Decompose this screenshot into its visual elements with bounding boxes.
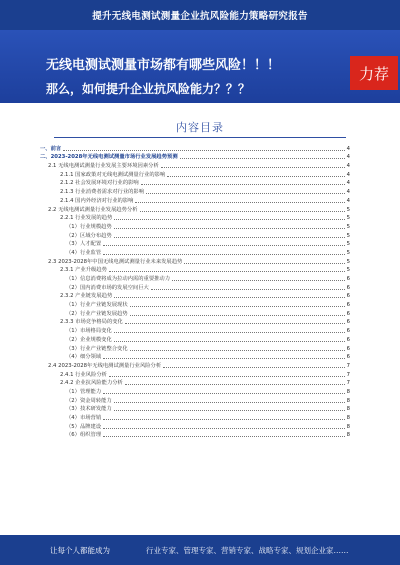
toc-leader-dots [130, 303, 345, 307]
toc-entry[interactable] [40, 274, 350, 283]
toc-entry-label: （1）管理能力 [66, 388, 102, 395]
toc-entry-label: 2.4.2 企业抗风险能力分析 [60, 380, 123, 387]
toc-entry-label: （2）国内消费市场的发展空间巨大 [66, 284, 149, 291]
toc-entry-label: （6）组织管理 [66, 432, 102, 439]
toc-entry-label: 2.1 无线电测试测量行业发展主要环境因素分析 [48, 163, 159, 170]
toc-entry-label: （2）资金周转能力 [66, 397, 112, 404]
toc-entry-label: 2.2.1 行业发展的趋势 [60, 215, 113, 222]
toc-leader-dots [167, 173, 344, 177]
banner-subheadline: 那么，如何提升企业抗风险能力？？？ [46, 82, 251, 96]
toc-entry[interactable] [40, 196, 350, 205]
toc-entry-page: 4 [346, 163, 350, 170]
toc-leader-dots [172, 277, 345, 281]
toc-leader-dots [103, 390, 344, 394]
toc-entry-label: 2.4 2023-2028年无线电测试测量行业风险分析 [48, 362, 162, 369]
toc-entry-page: 5 [346, 223, 350, 230]
toc-entry-page: 4 [346, 189, 350, 196]
headline-banner [0, 30, 400, 103]
table-of-contents [40, 144, 350, 526]
toc-entry[interactable] [40, 318, 350, 327]
toc-entry[interactable] [40, 413, 350, 422]
toc-entry-label: （1）行业产业链发展现状 [66, 302, 128, 309]
toc-entry-page: 6 [346, 328, 350, 335]
toc-leader-dots [114, 329, 345, 333]
footer-roles: 行业专家、管理专家、营销专家、战略专家、规划企业家…… [146, 546, 349, 555]
toc-leader-dots [141, 181, 345, 185]
toc-entry[interactable] [40, 361, 350, 370]
toc-entry-page: 8 [346, 406, 350, 413]
toc-entry[interactable] [40, 396, 350, 405]
toc-entry-page: 6 [346, 336, 350, 343]
toc-divider [54, 137, 346, 138]
report-title: 提升无线电测试测量企业抗风险能力策略研究报告 [92, 11, 308, 22]
toc-entry-label: 2.2 无线电测试测量行业发展趋势分析 [48, 206, 138, 213]
toc-leader-dots [114, 338, 345, 342]
toc-entry-page: 7 [346, 380, 350, 387]
toc-leader-dots [125, 320, 345, 324]
toc-entry[interactable] [40, 292, 350, 301]
toc-leader-dots [103, 416, 344, 420]
toc-entry-page: 4 [346, 171, 350, 178]
toc-leader-dots [114, 234, 345, 238]
toc-entry[interactable] [40, 309, 350, 318]
toc-entry-page: 5 [346, 232, 350, 239]
toc-entry[interactable] [40, 170, 350, 179]
banner-headline: 无线电测试测量市场都有哪些风险！！！ [46, 58, 281, 73]
toc-entry-page: 8 [346, 388, 350, 395]
toc-entry-label: 2.1.4 国内外经济对行业的影响 [60, 197, 134, 204]
toc-leader-dots [184, 260, 344, 264]
toc-entry-page: 8 [346, 432, 350, 439]
toc-entry-page: 8 [346, 397, 350, 404]
toc-leader-dots [151, 286, 345, 290]
toc-leader-dots [114, 407, 345, 411]
toc-entry[interactable] [40, 353, 350, 362]
toc-leader-dots [114, 399, 345, 403]
footer-bar [0, 535, 400, 565]
toc-entry-label: （1）市场格局变化 [66, 328, 112, 335]
toc-entry-page: 5 [346, 241, 350, 248]
toc-entry-label: （5）品牌建设 [66, 423, 102, 430]
toc-entry-label: 2.1.2 社会发展环境对行业的影响 [60, 180, 139, 187]
toc-entry-label: 2.3 2023-2028年中国无线电测试测量行业未来发展趋势 [48, 258, 183, 265]
toc-entry[interactable] [40, 205, 350, 214]
toc-leader-dots [163, 364, 344, 368]
toc-entry[interactable] [40, 161, 350, 170]
toc-entry-page: 8 [346, 423, 350, 430]
toc-entry-label: （4）行业监管 [66, 249, 102, 256]
toc-entry[interactable] [40, 431, 350, 440]
toc-leader-dots [103, 242, 344, 246]
toc-entry-label: 2.3.2 产业链发展趋势 [60, 293, 113, 300]
toc-entry[interactable] [40, 326, 350, 335]
toc-entry-label: （4）细分领域 [66, 354, 102, 361]
toc-leader-dots [109, 373, 345, 377]
toc-entry-page: 4 [346, 180, 350, 187]
toc-leader-dots [146, 190, 345, 194]
toc-entry[interactable] [40, 344, 350, 353]
toc-entry-label: （2）企业规模变化 [66, 336, 112, 343]
toc-entry-page: 6 [346, 302, 350, 309]
toc-entry[interactable] [40, 379, 350, 388]
toc-entry-page: 6 [346, 310, 350, 317]
toc-entry[interactable] [40, 248, 350, 257]
toc-entry-page: 5 [346, 206, 350, 213]
toc-entry[interactable] [40, 231, 350, 240]
footer-slogan: 让每个人都能成为 [50, 546, 110, 555]
toc-entry-page: 8 [346, 415, 350, 421]
toc-entry[interactable] [40, 214, 350, 223]
toc-entry[interactable] [40, 335, 350, 344]
toc-entry-page: 7 [346, 362, 350, 369]
toc-entry[interactable] [40, 300, 350, 309]
toc-entry-page: 5 [346, 249, 350, 256]
toc-entry[interactable] [40, 144, 350, 153]
toc-entry-page: 4 [346, 145, 350, 152]
toc-entry-label: （4）市场营销 [66, 415, 102, 421]
toc-leader-dots [114, 225, 345, 229]
toc-leader-dots [114, 294, 344, 298]
toc-entry-page: 5 [346, 215, 350, 222]
toc-leader-dots [103, 355, 344, 359]
toc-entry[interactable] [40, 387, 350, 396]
toc-leader-dots [114, 216, 344, 220]
toc-entry[interactable] [40, 222, 350, 231]
toc-entry-label: （2）区域分布趋势 [66, 232, 112, 239]
report-header-bar [0, 0, 400, 30]
toc-leader-dots [103, 251, 344, 255]
toc-entry[interactable] [40, 153, 350, 162]
toc-entry-page: 5 [346, 258, 350, 265]
toc-leader-dots [103, 425, 344, 429]
toc-entry[interactable] [40, 370, 350, 379]
toc-entry-page: 6 [346, 276, 350, 282]
toc-entry-label: （3）人才配置 [66, 241, 102, 248]
toc-entry-label: 2.1.3 行业消费者需求对行业的影响 [60, 189, 145, 196]
toc-leader-dots [109, 268, 345, 272]
toc-entry-label: （2）行业产业链发展趋势 [66, 310, 128, 317]
toc-entry-label: （1）信息消费将成为拉动内需的重要推动力 [66, 276, 171, 282]
toc-entry-page: 4 [346, 197, 350, 204]
toc-entry-page: 5 [346, 267, 350, 274]
toc-entry[interactable] [40, 422, 350, 431]
toc-leader-dots [180, 155, 345, 159]
toc-entry-page: 6 [346, 345, 350, 352]
toc-entry-label: 2.3.1 产业升级趋势 [60, 267, 107, 274]
toc-entry-label: 2.4.1 行业风险分析 [60, 371, 107, 378]
toc-entry[interactable] [40, 240, 350, 249]
toc-leader-dots [130, 312, 345, 316]
recommend-badge: 力荐 [350, 56, 398, 90]
toc-entry-page: 6 [346, 354, 350, 361]
toc-entry-label: 2.1.1 国家政策对无线电测试测量行业的影响 [60, 171, 166, 178]
toc-leader-dots [140, 208, 345, 212]
toc-entry-label: （3）行业产业链整合变化 [66, 345, 128, 352]
toc-leader-dots [125, 381, 345, 385]
toc-entry[interactable] [40, 179, 350, 188]
toc-entry-label: （1）行业规模趋势 [66, 223, 112, 230]
toc-entry-page: 4 [346, 154, 350, 161]
toc-leader-dots [161, 164, 345, 168]
toc-leader-dots [135, 199, 344, 203]
toc-entry-label: 2.3.3 市场竞争格局的变化 [60, 319, 123, 326]
toc-leader-dots [103, 433, 344, 437]
toc-heading: 内容目录 [176, 121, 224, 134]
toc-entry[interactable] [40, 266, 350, 275]
toc-entry-page: 6 [346, 319, 350, 326]
toc-entry[interactable] [40, 405, 350, 414]
toc-entry-label: 二、2023-2028年无线电测试测量市场行业发展趋势预测 [40, 154, 178, 161]
toc-entry[interactable] [40, 283, 350, 292]
toc-entry-label: 一、前言 [40, 145, 62, 152]
toc-entry-page: 7 [346, 371, 350, 378]
toc-entry-page: 6 [346, 284, 350, 291]
toc-entry[interactable] [40, 257, 350, 266]
toc-entry-label: （3）技术研发能力 [66, 406, 112, 413]
toc-leader-dots [63, 147, 344, 151]
toc-entry-page: 6 [346, 293, 350, 300]
toc-entry[interactable] [40, 187, 350, 196]
toc-leader-dots [130, 347, 345, 351]
